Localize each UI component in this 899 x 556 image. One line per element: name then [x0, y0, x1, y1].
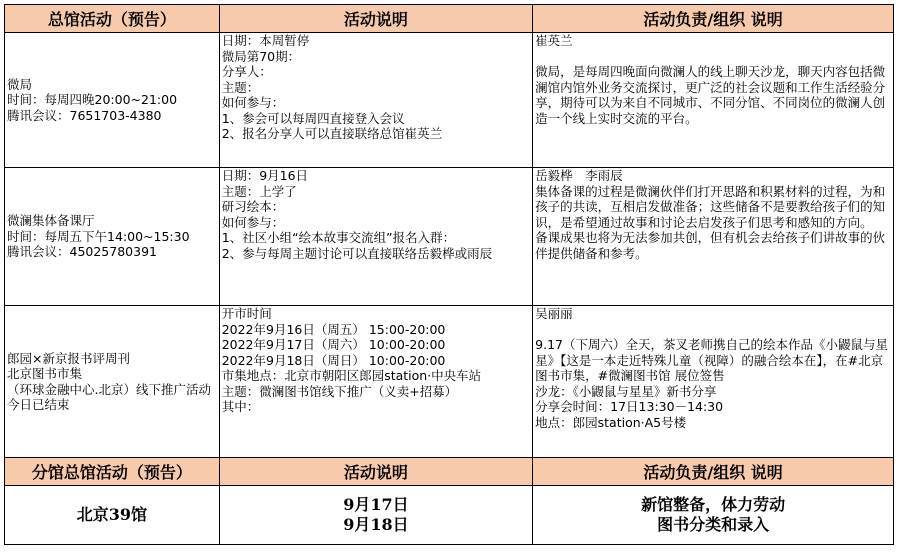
description-line: 市集地点：北京市朝阳区郎园station·中央车站 — [221, 368, 482, 383]
organizer-name: 崔英兰 — [535, 33, 573, 48]
organizer-cell — [533, 306, 894, 458]
description-line: 主题： — [221, 79, 260, 95]
description-line: 主题：上学了 — [221, 183, 297, 199]
description-line: 2022年9月16日（周五） 15:00-20:00 — [221, 321, 446, 337]
organizer-description: 9.17（下周六）全天，茶叉老师携自己的绘本作品《小鼹鼠与星星》【这是一本走近特殊儿童（视障）的融合绘本在】，在#北京图书市集，#微澜图书馆 展位签售 — [535, 337, 888, 383]
sub-header-row — [5, 458, 894, 486]
description-line: 1、参会可以每周四直接登入会议 — [221, 110, 405, 126]
description-line: 主题：微澜图书馆线下推广（义卖+招募） — [221, 383, 458, 399]
table-row — [5, 306, 894, 458]
description-line: 分享人： — [221, 64, 272, 79]
branch-date: 9月17日 — [343, 495, 409, 514]
activity-description-cell — [219, 33, 532, 168]
description-line: 研习绘本： — [221, 199, 285, 214]
table-row — [5, 33, 894, 168]
activity-title: 微澜集体备课厅 — [7, 213, 95, 229]
activity-title: 微局 — [7, 76, 33, 92]
activity-description-cell — [219, 306, 532, 458]
header-row — [5, 5, 894, 33]
branch-dates-cell — [219, 486, 532, 545]
organizer-line: 地点：郎园station·A5号楼 — [535, 414, 687, 430]
organizer-description: 微局，是每周四晚面向微澜人的线上聊天沙龙，聊天内容包括微澜馆内馆外业务交流探讨，更广泛的社会议题和工作生活经验分享，期待可以为来自不同城市、不同分馆、不同岗位的微澜人创造一个线上实时交流的平台。 — [535, 64, 886, 126]
description-line: 如何参与： — [221, 95, 285, 110]
activity-status: （环球金融中心.北京）线下推广活动今日已结束 — [7, 381, 211, 412]
activity-time: 时间：每周四晚20:00~21:00 — [7, 92, 178, 108]
description-line: 其中： — [221, 399, 260, 414]
activity-meeting: 腾讯会议：45025780391 — [7, 244, 157, 260]
description-line: 1、社区小组“绘本故事交流组”报名入群： — [221, 230, 456, 245]
description-line: 2022年9月18日（周日） 10:00-20:00 — [221, 352, 446, 368]
header-activity-description: 活动说明 — [219, 458, 532, 486]
table-row — [5, 168, 894, 306]
organizer-cell — [533, 33, 894, 168]
branch-name: 北京39馆 — [5, 486, 220, 545]
branch-date: 9月18日 — [343, 515, 409, 534]
organizer-cell — [533, 168, 894, 306]
organizer-line: 沙龙：《小鼹鼠与星星》新书分享 — [535, 383, 717, 399]
activity-meeting: 腾讯会议：7651703-4380 — [7, 107, 162, 123]
header-branch-activity: 分馆总馆活动（预告） — [5, 458, 220, 486]
activity-table — [4, 4, 894, 545]
header-activity-description: 活动说明 — [219, 5, 532, 33]
description-line: 微局第70期： — [221, 48, 301, 64]
description-line: 2、参与每周主题讨论可以直接联络岳毅桦或雨辰 — [221, 245, 493, 261]
description-line: 日期：本周暂停 — [221, 33, 310, 48]
activity-time: 时间：每周五下午14:00~15:30 — [7, 228, 190, 244]
activity-title: 郎园×新京报书评周刊 — [7, 350, 130, 366]
activity-name-cell — [5, 33, 220, 168]
organizer-description: 备课成果也将为无法参加共创，但有机会去给孩子们讲故事的伙伴提供储备和参考。 — [535, 230, 886, 261]
organizer-name: 吴丽丽 — [535, 306, 573, 321]
activity-description-cell — [219, 168, 532, 306]
activity-name-cell — [5, 168, 220, 306]
description-line: 2022年9月17日（周六） 10:00-20:00 — [221, 337, 446, 352]
organizer-description: 集体备课的过程是微澜伙伴们打开思路和积累材料的过程，为和孩子的共读，互相启发做准备；这些储备不是要教给孩子们的知识，是希望通过故事和讨论去启发孩子们思考和感知的方向。 — [535, 183, 886, 230]
header-organizer: 活动负责/组织 说明 — [533, 5, 894, 33]
branch-desc-cell — [533, 486, 894, 545]
description-line: 日期：9月16日 — [221, 168, 309, 183]
table-row — [5, 486, 894, 545]
activity-name-cell — [5, 306, 220, 458]
header-organizer: 活动负责/组织 说明 — [533, 458, 894, 486]
branch-desc-line: 新馆整备，体力劳动 — [641, 495, 786, 514]
organizer-name: 岳毅桦 李雨辰 — [535, 168, 623, 183]
description-line: 开市时间 — [221, 306, 272, 321]
description-line: 2、报名分享人可以直接联络总馆崔英兰 — [221, 126, 443, 141]
activity-subtitle: 北京图书市集 — [7, 366, 83, 381]
branch-desc-line: 图书分类和录入 — [657, 515, 770, 534]
organizer-line: 分享会时间：17日13:30－14:30 — [535, 399, 724, 414]
description-line: 如何参与： — [221, 214, 285, 230]
header-main-activity: 总馆活动（预告） — [5, 5, 220, 33]
